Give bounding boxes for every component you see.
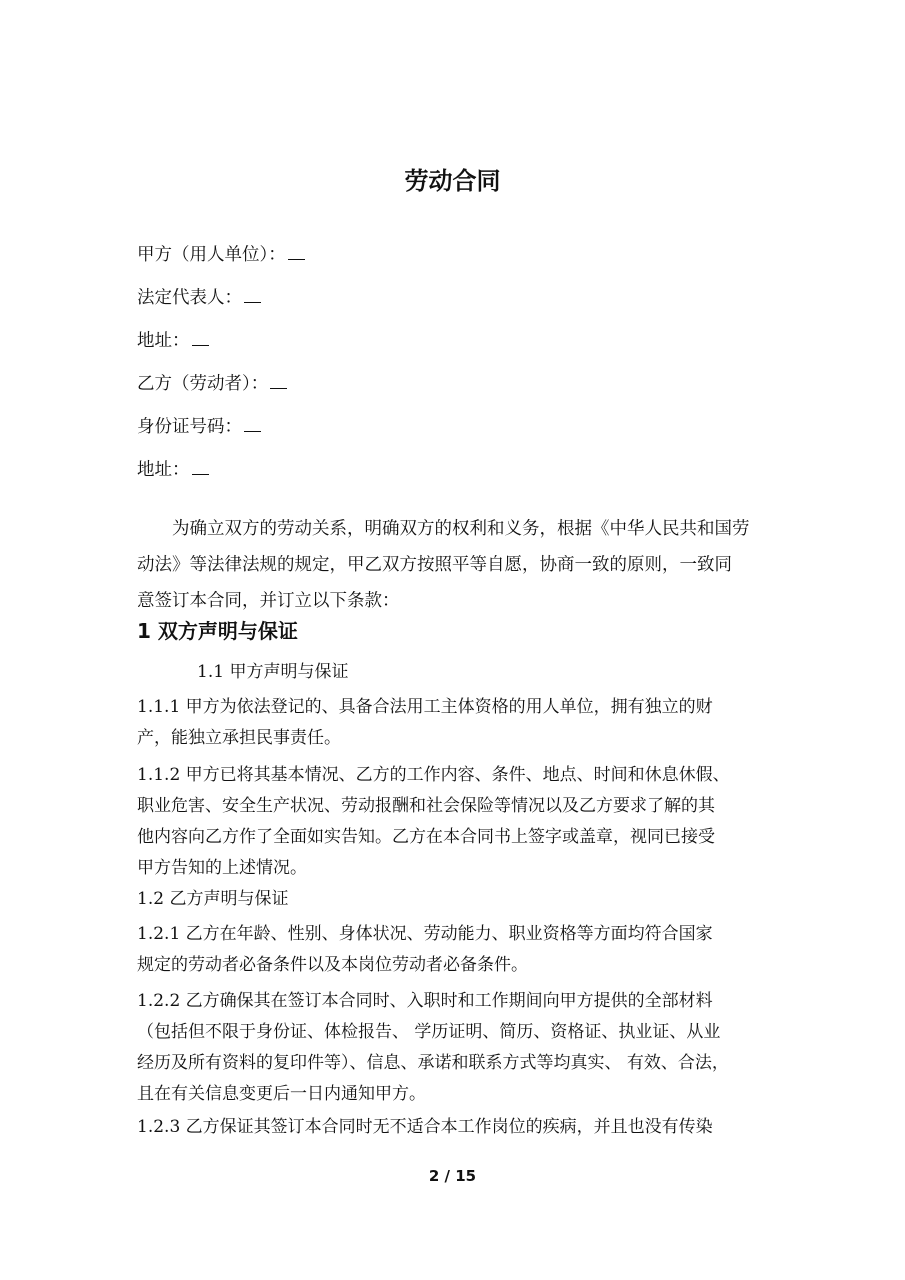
clause-1-2-3	[137, 1112, 787, 1143]
party-b-address-blank[interactable]	[192, 458, 209, 475]
id-number-field	[137, 415, 261, 439]
party-a-label: 甲方（用人单位）：	[137, 245, 286, 265]
clause-line: 1.1.1 甲方为依法登记的、具备合法用工主体资格的用人单位，拥有独立的财	[137, 697, 713, 717]
legal-rep-field	[137, 286, 261, 310]
clause-line: 规定的劳动者必备条件以及本岗位劳动者必备条件。	[137, 955, 528, 975]
subsection-1-2-heading: 1.2 乙方声明与保证	[137, 889, 289, 909]
intro-line: 为确立双方的劳动关系，明确双方的权利和义务，根据《中华人民共和国劳	[137, 519, 750, 539]
id-number-blank[interactable]	[244, 415, 261, 432]
section-1-heading: 1 双方声明与保证	[137, 619, 298, 643]
clause-line: 职业危害、安全生产状况、劳动报酬和社会保险等情况以及乙方要求了解的其	[137, 796, 715, 816]
party-a-address-blank[interactable]	[192, 329, 209, 346]
party-b-label: 乙方（劳动者）：	[137, 374, 269, 394]
clause-line: 1.2.2 乙方确保其在签订本合同时、入职时和工作期间向甲方提供的全部材料	[137, 991, 713, 1011]
party-b-field	[137, 372, 287, 396]
clause-line: 且在有关信息变更后一日内通知甲方。	[137, 1084, 426, 1104]
clause-1-1-2	[137, 760, 787, 884]
clause-line: 1.2.3 乙方保证其签订本合同时无不适合本工作岗位的疾病，并且也没有传染	[137, 1117, 713, 1137]
legal-rep-blank[interactable]	[244, 286, 261, 303]
clause-1-1-1	[137, 692, 787, 754]
clause-line: 1.1.2 甲方已将其基本情况、乙方的工作内容、条件、地点、时间和休息休假、	[137, 765, 730, 785]
legal-rep-label: 法定代表人：	[137, 288, 242, 308]
clause-line: 经历及所有资料的复印件等）、信息、承诺和联系方式等均真实、 有效、合法，	[137, 1053, 729, 1073]
clause-line: 他内容向乙方作了全面如实告知。乙方在本合同书上签字或盖章，视同已接受	[137, 827, 715, 847]
party-a-address-label: 地址：	[137, 331, 190, 351]
party-a-blank[interactable]	[288, 243, 305, 260]
party-b-address-label: 地址：	[137, 460, 190, 480]
clause-1-2-1	[137, 919, 787, 981]
intro-paragraph	[137, 511, 777, 619]
party-a-address-field	[137, 329, 209, 353]
id-number-label: 身份证号码：	[137, 417, 242, 437]
party-b-address-field	[137, 458, 209, 482]
document-title: 劳动合同	[404, 167, 501, 195]
party-a-field	[137, 243, 305, 267]
intro-line: 动法》等法律法规的规定，甲乙双方按照平等自愿，协商一致的原则，一致同	[137, 555, 732, 575]
clause-line: 1.2.1 乙方在年龄、性别、身体状况、劳动能力、职业资格等方面均符合国家	[137, 924, 713, 944]
page-number: 2 / 15	[428, 1167, 477, 1185]
clause-1-2-2	[137, 986, 787, 1110]
intro-line: 意签订本合同，并订立以下条款：	[137, 591, 400, 611]
party-b-blank[interactable]	[270, 372, 287, 389]
clause-line: （包括但不限于身份证、体检报告、 学历证明、简历、资格证、执业证、从业	[137, 1022, 721, 1042]
clause-line: 产，能独立承担民事责任。	[137, 728, 341, 748]
subsection-1-1-heading: 1.1 甲方声明与保证	[197, 662, 349, 682]
clause-line: 甲方告知的上述情况。	[137, 858, 307, 878]
